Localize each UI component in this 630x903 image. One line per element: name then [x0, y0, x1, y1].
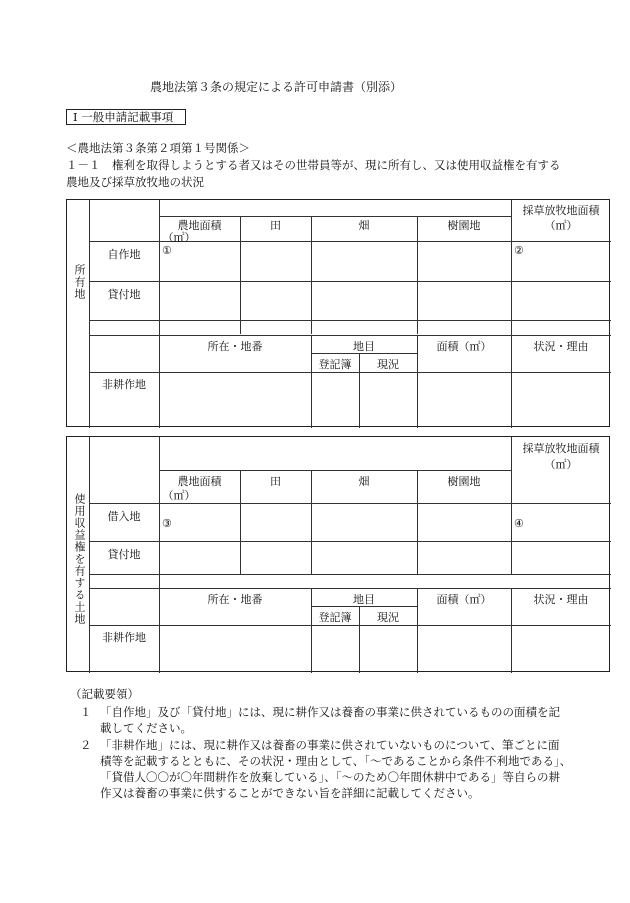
registry-header-2: 登記簿 [318, 611, 352, 624]
land-category-header-2: 地目 [353, 593, 375, 606]
row-non-cultivated-2: 非耕作地 [102, 631, 146, 644]
section-reference: ＜農地法第３条第２項第１号関係＞ [66, 141, 250, 155]
location-header-2: 所在・地番 [207, 593, 263, 606]
status-reason-header: 状況・理由 [533, 340, 589, 353]
mark-4: ④ [514, 517, 524, 530]
status-reason-header-2: 状況・理由 [533, 593, 589, 606]
orchard-header: 樹園地 [447, 219, 481, 232]
pasture-area-header: 採草放牧地面積 [522, 204, 600, 217]
note-2-line4: 作又は養畜の事業に供することができない旨を詳細に記載してください。 [100, 786, 480, 800]
item-heading-line1: １－１ 権利を取得しようとする者又はその世帯員等が、現に所有し、又は使用収益権を有する [66, 158, 561, 172]
location-header: 所在・地番 [207, 340, 263, 353]
note-2-line1: 「非耕作地」には、現に耕作又は養畜の事業に供されていないものについて、筆ごとに面 [100, 738, 560, 752]
row-leased-out: 貸付地 [107, 288, 141, 301]
usufruct-land-table [66, 436, 610, 672]
paddy-header: 田 [270, 219, 281, 232]
area-header-2: 面積（㎡） [436, 593, 492, 606]
usufruct-land-side-label: 使用収益権を有する土地 [73, 493, 86, 625]
farmland-area-unit-2: （㎡） [162, 489, 196, 502]
owned-land-table [66, 199, 610, 427]
orchard-header-2: 樹園地 [447, 475, 481, 488]
row-leased-out-2: 貸付地 [107, 548, 141, 561]
area-header: 面積（㎡） [436, 340, 492, 353]
paddy-header-2: 田 [270, 475, 281, 488]
field-header: 畑 [358, 219, 370, 232]
section-box-title: Ⅰ 一般申請記載事項 [66, 109, 186, 125]
note-2-line2: 積等を記載するとともに、その状況・理由として、「～であることから条件不利地である」、 [100, 754, 572, 768]
notes-heading: （記載要領） [70, 687, 139, 701]
row-self-cultivated: 自作地 [107, 248, 141, 261]
mark-2: ② [514, 244, 524, 257]
mark-3: ③ [162, 517, 172, 530]
farmland-area-unit: （㎡） [162, 231, 196, 244]
owned-land-side-label: 所有地 [73, 264, 86, 300]
current-header-2: 現況 [377, 611, 399, 624]
mark-1: ① [162, 244, 172, 257]
pasture-area-header-2: 採草放牧地面積 [522, 442, 600, 455]
document-title: 農地法第３条の規定による許可申請書（別添） [150, 80, 403, 94]
pasture-area-unit-2: （㎡） [544, 458, 578, 471]
note-1-line1: 「自作地」及び「貸付地」には、現に耕作又は養畜の事業に供されているものの面積を記 [100, 705, 560, 719]
note-2-line3: 「貸借人〇〇が〇年間耕作を放棄している」、「～のため〇年間休耕中である」等自らの耕 [100, 770, 560, 784]
current-header: 現況 [377, 358, 399, 371]
item-heading-line2: 農地及び採草放牧地の状況 [66, 175, 204, 189]
note-1-line2: 載してください。 [100, 721, 192, 735]
note-1-number: １ [80, 705, 92, 719]
registry-header: 登記簿 [318, 358, 352, 371]
field-header-2: 畑 [358, 475, 370, 488]
land-category-header: 地目 [353, 340, 375, 353]
row-non-cultivated: 非耕作地 [102, 378, 146, 391]
farmland-area-header: 農地面積 [177, 219, 222, 232]
note-2-number: ２ [80, 738, 92, 752]
pasture-area-unit: （㎡） [544, 219, 578, 232]
row-borrowed: 借入地 [107, 510, 141, 523]
farmland-area-header-2: 農地面積 [177, 475, 222, 488]
